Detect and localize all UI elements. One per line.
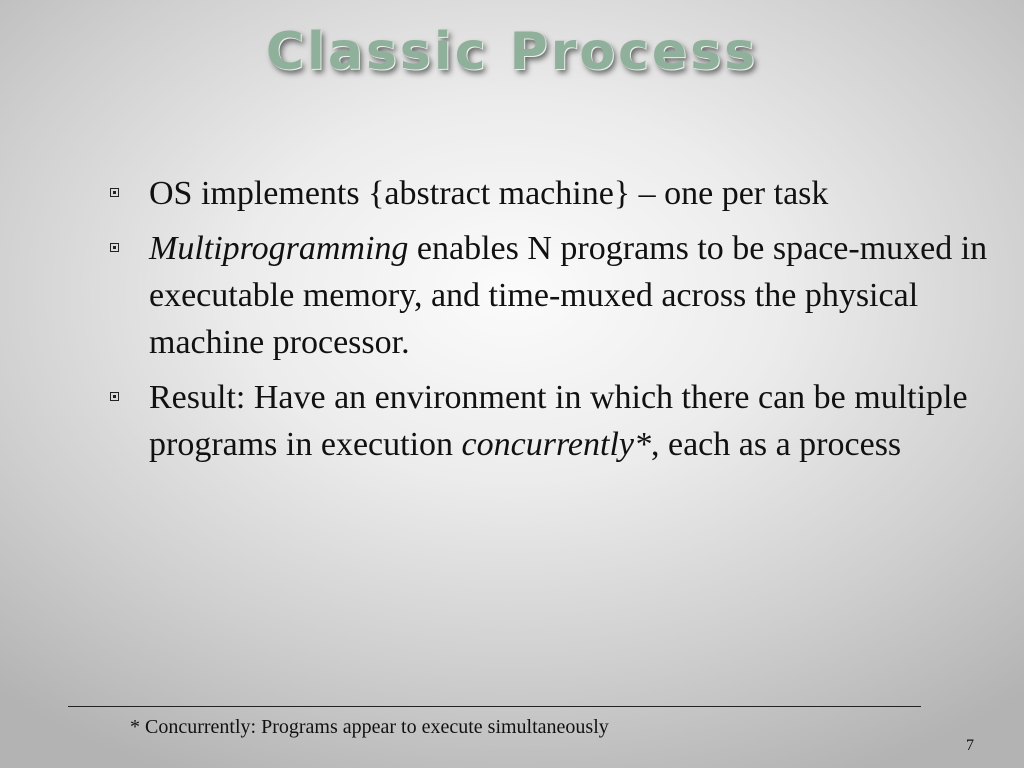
bullet-item [108, 374, 988, 468]
footnote: * Concurrently: Programs appear to execute simultaneously [130, 716, 609, 738]
bullet-text: Result: Have an environment in which there can be multiple programs in execution [149, 379, 968, 463]
square-bullet-icon [110, 392, 119, 401]
square-bullet-icon [110, 243, 119, 252]
bullet-item [108, 170, 988, 217]
bullet-list [108, 170, 988, 476]
bullet-item [108, 225, 988, 366]
footnote-divider [68, 706, 921, 707]
bullet-text: enables N programs to be space-muxed in executable memory, and time-muxed across the physical machine processor. [149, 230, 988, 361]
slide-title: Classic Process [265, 22, 759, 82]
slide-number: 7 [966, 737, 974, 754]
bullet-text: OS implements {abstract machine} – one per task [149, 175, 829, 212]
bullet-emphasis: Multiprogramming [149, 230, 409, 267]
bullet-text-tail: , each as a process [651, 426, 902, 463]
bullet-emphasis: concurrently* [461, 426, 651, 463]
square-bullet-icon [110, 188, 119, 197]
